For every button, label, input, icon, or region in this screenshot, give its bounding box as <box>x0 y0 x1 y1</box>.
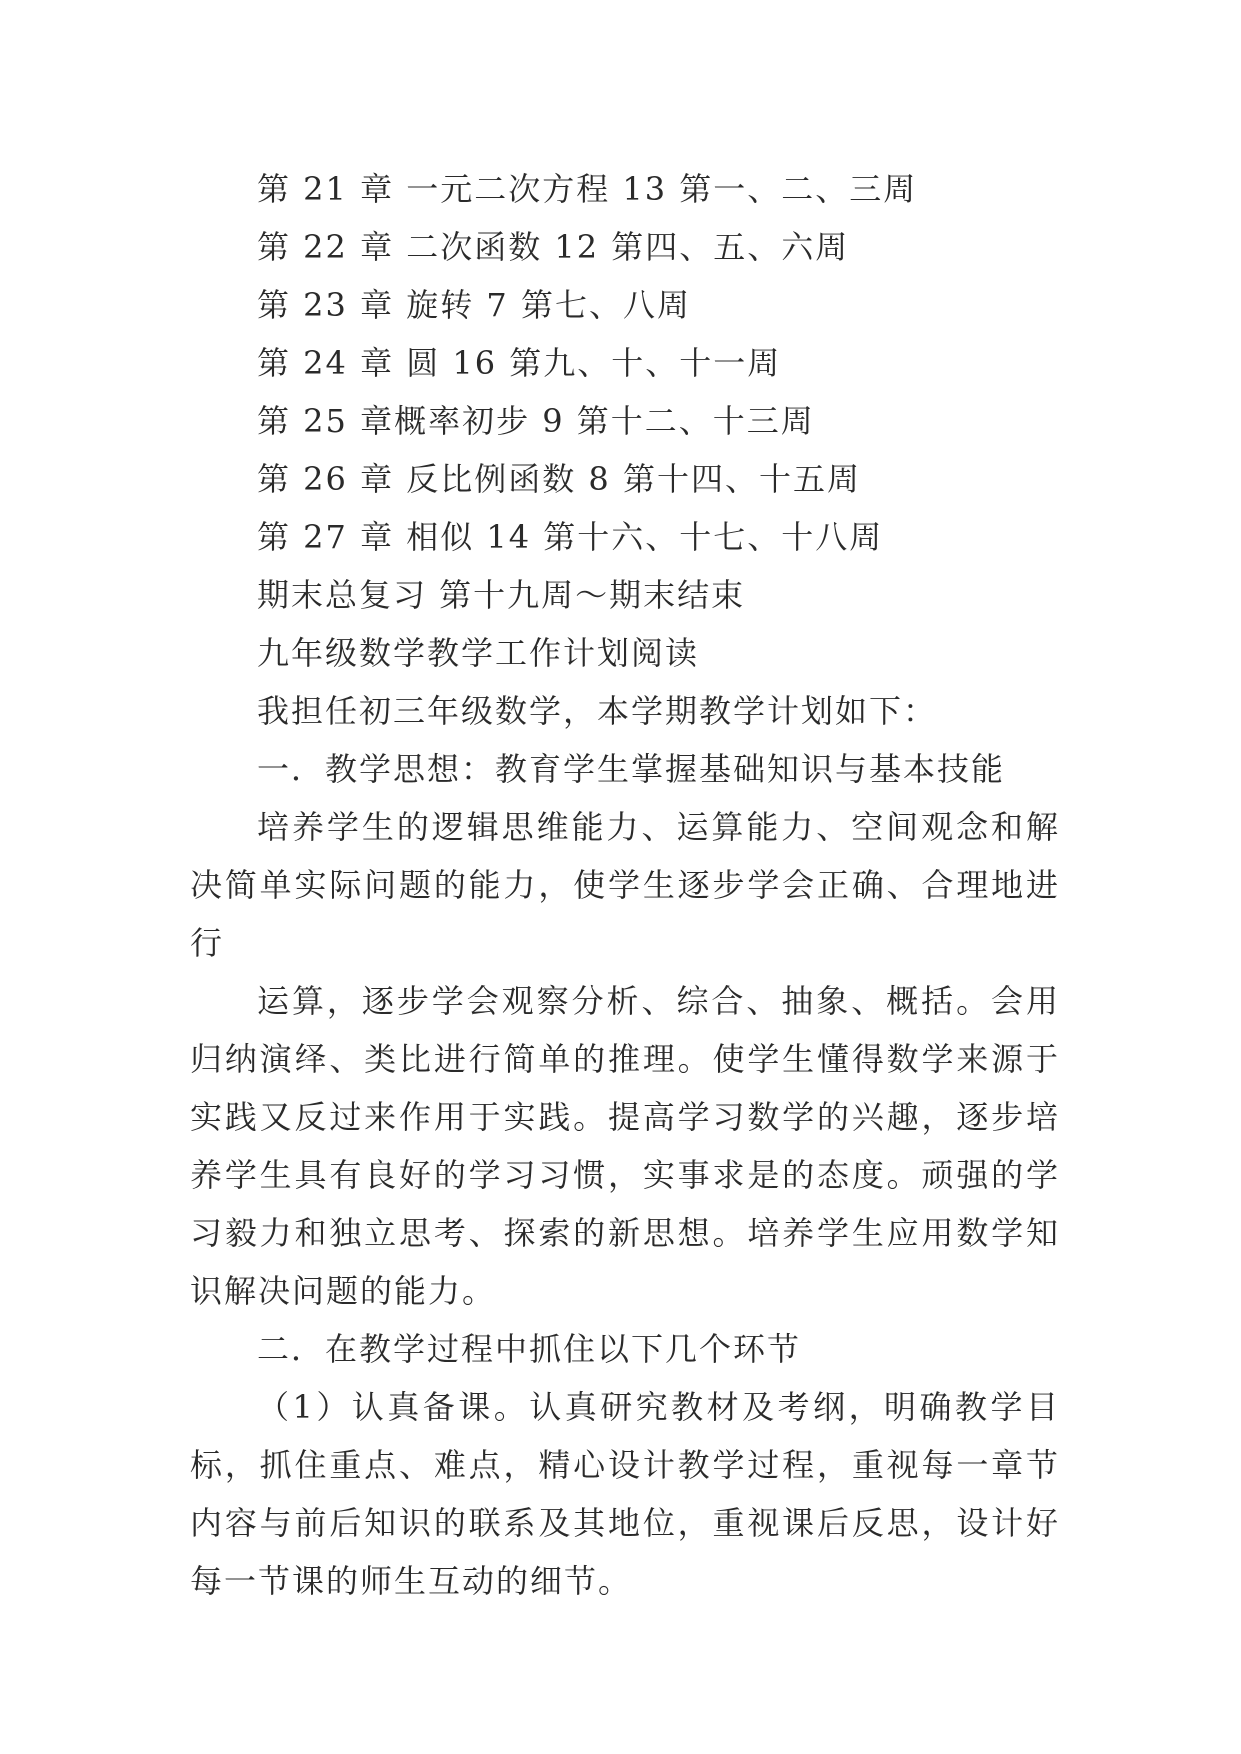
schedule-line-ch26: 第 26 章 反比例函数 8 第十四、十五周 <box>257 460 861 498</box>
schedule-line-ch23: 第 23 章 旋转 7 第七、八周 <box>257 286 691 324</box>
schedule-line-ch27: 第 27 章 相似 14 第十六、十七、十八周 <box>257 518 884 556</box>
schedule-line-ch25: 第 25 章概率初步 9 第十二、十三周 <box>257 402 815 440</box>
schedule-line-ch24: 第 24 章 圆 16 第九、十、十一周 <box>257 344 782 382</box>
document-body <box>190 160 1060 1610</box>
section-1-paragraph-1: 培养学生的逻辑思维能力、运算能力、空间观念和解决简单实际问题的能力，使学生逐步学会正确、合理地进行 <box>190 808 1060 962</box>
section-2-paragraph-1: （1）认真备课。认真研究教材及考纲，明确教学目标，抓住重点、难点，精心设计教学过程，重视每一章节内容与前后知识的联系及其地位，重视课后反思，设计好每一节课的师生互动的细节。 <box>190 1388 1060 1600</box>
schedule-line-ch22: 第 22 章 二次函数 12 第四、五、六周 <box>257 228 850 266</box>
schedule-line-ch21: 第 21 章 一元二次方程 13 第一、二、三周 <box>257 170 918 208</box>
section-2-heading: 二．在教学过程中抓住以下几个环节 <box>257 1330 802 1368</box>
schedule-line-final-review: 期末总复习 第十九周～期末结束 <box>257 576 746 614</box>
section-1-heading: 一．教学思想：教育学生掌握基础知识与基本技能 <box>257 750 1006 788</box>
article-title: 九年级数学教学工作计划阅读 <box>257 634 700 672</box>
article-intro: 我担任初三年级数学，本学期教学计划如下： <box>257 692 938 730</box>
section-1-paragraph-2: 运算，逐步学会观察分析、综合、抽象、概括。会用归纳演绎、类比进行简单的推理。使学生懂得数学来源于实践又反过来作用于实践。提高学习数学的兴趣，逐步培养学生具有良好的学习习惯，实事求是的态度。顽强的学习毅力和独立思考、探索的新思想。培养学生应用数学知识解决问题的能力。 <box>190 982 1060 1310</box>
